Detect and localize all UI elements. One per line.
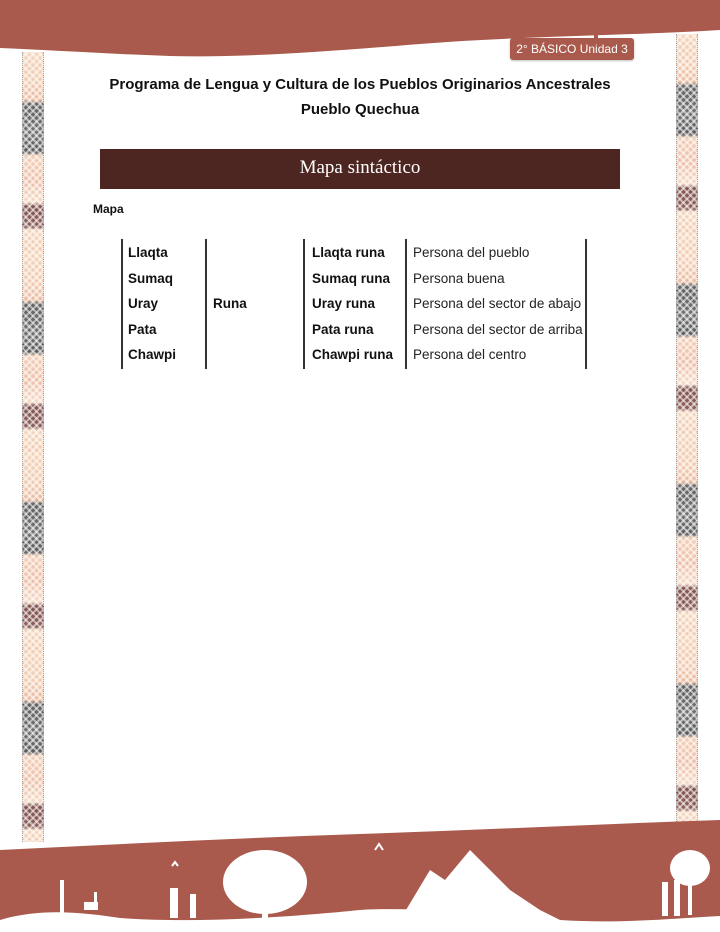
meaning-text: Persona buena: [413, 271, 505, 286]
table-divider: [585, 239, 587, 369]
unit-badge: 2° BÁSICO Unidad 3: [510, 38, 634, 60]
table-divider: [405, 239, 407, 369]
map-subtitle: Mapa: [93, 202, 124, 216]
right-woven-border-decoration: [676, 34, 698, 824]
compound-word: Chawpi runa: [312, 347, 394, 362]
table-divider: [121, 239, 123, 369]
compound-word: Pata runa: [312, 322, 374, 337]
root-word: Chawpi: [128, 347, 177, 362]
people-title: Pueblo Quechua: [300, 101, 420, 118]
root-word: Pata: [128, 322, 157, 337]
meaning-text: Persona del pueblo: [413, 245, 530, 260]
table-divider: [303, 239, 305, 369]
compound-word: Llaqta runa: [312, 245, 385, 260]
section-title-banner: Mapa sintáctico: [100, 149, 620, 189]
program-title: Programa de Lengua y Cultura de los Pueblos Originarios Ancestrales: [109, 76, 611, 93]
root-word: Llaqta: [128, 245, 168, 260]
root-word: Sumaq: [128, 271, 174, 286]
meaning-text: Persona del centro: [413, 347, 527, 362]
suffix-word: Runa: [213, 296, 247, 311]
compound-word: Sumaq runa: [312, 271, 391, 286]
root-word: Uray: [128, 296, 159, 311]
meaning-text: Persona del sector de abajo: [413, 296, 582, 311]
document-header: [60, 72, 660, 122]
left-woven-border-decoration: [22, 52, 44, 842]
compound-word: Uray runa: [312, 296, 376, 311]
table-divider: [205, 239, 207, 369]
bottom-landscape-decoration: [0, 820, 720, 932]
meaning-text: Persona del sector de arriba: [413, 322, 583, 337]
